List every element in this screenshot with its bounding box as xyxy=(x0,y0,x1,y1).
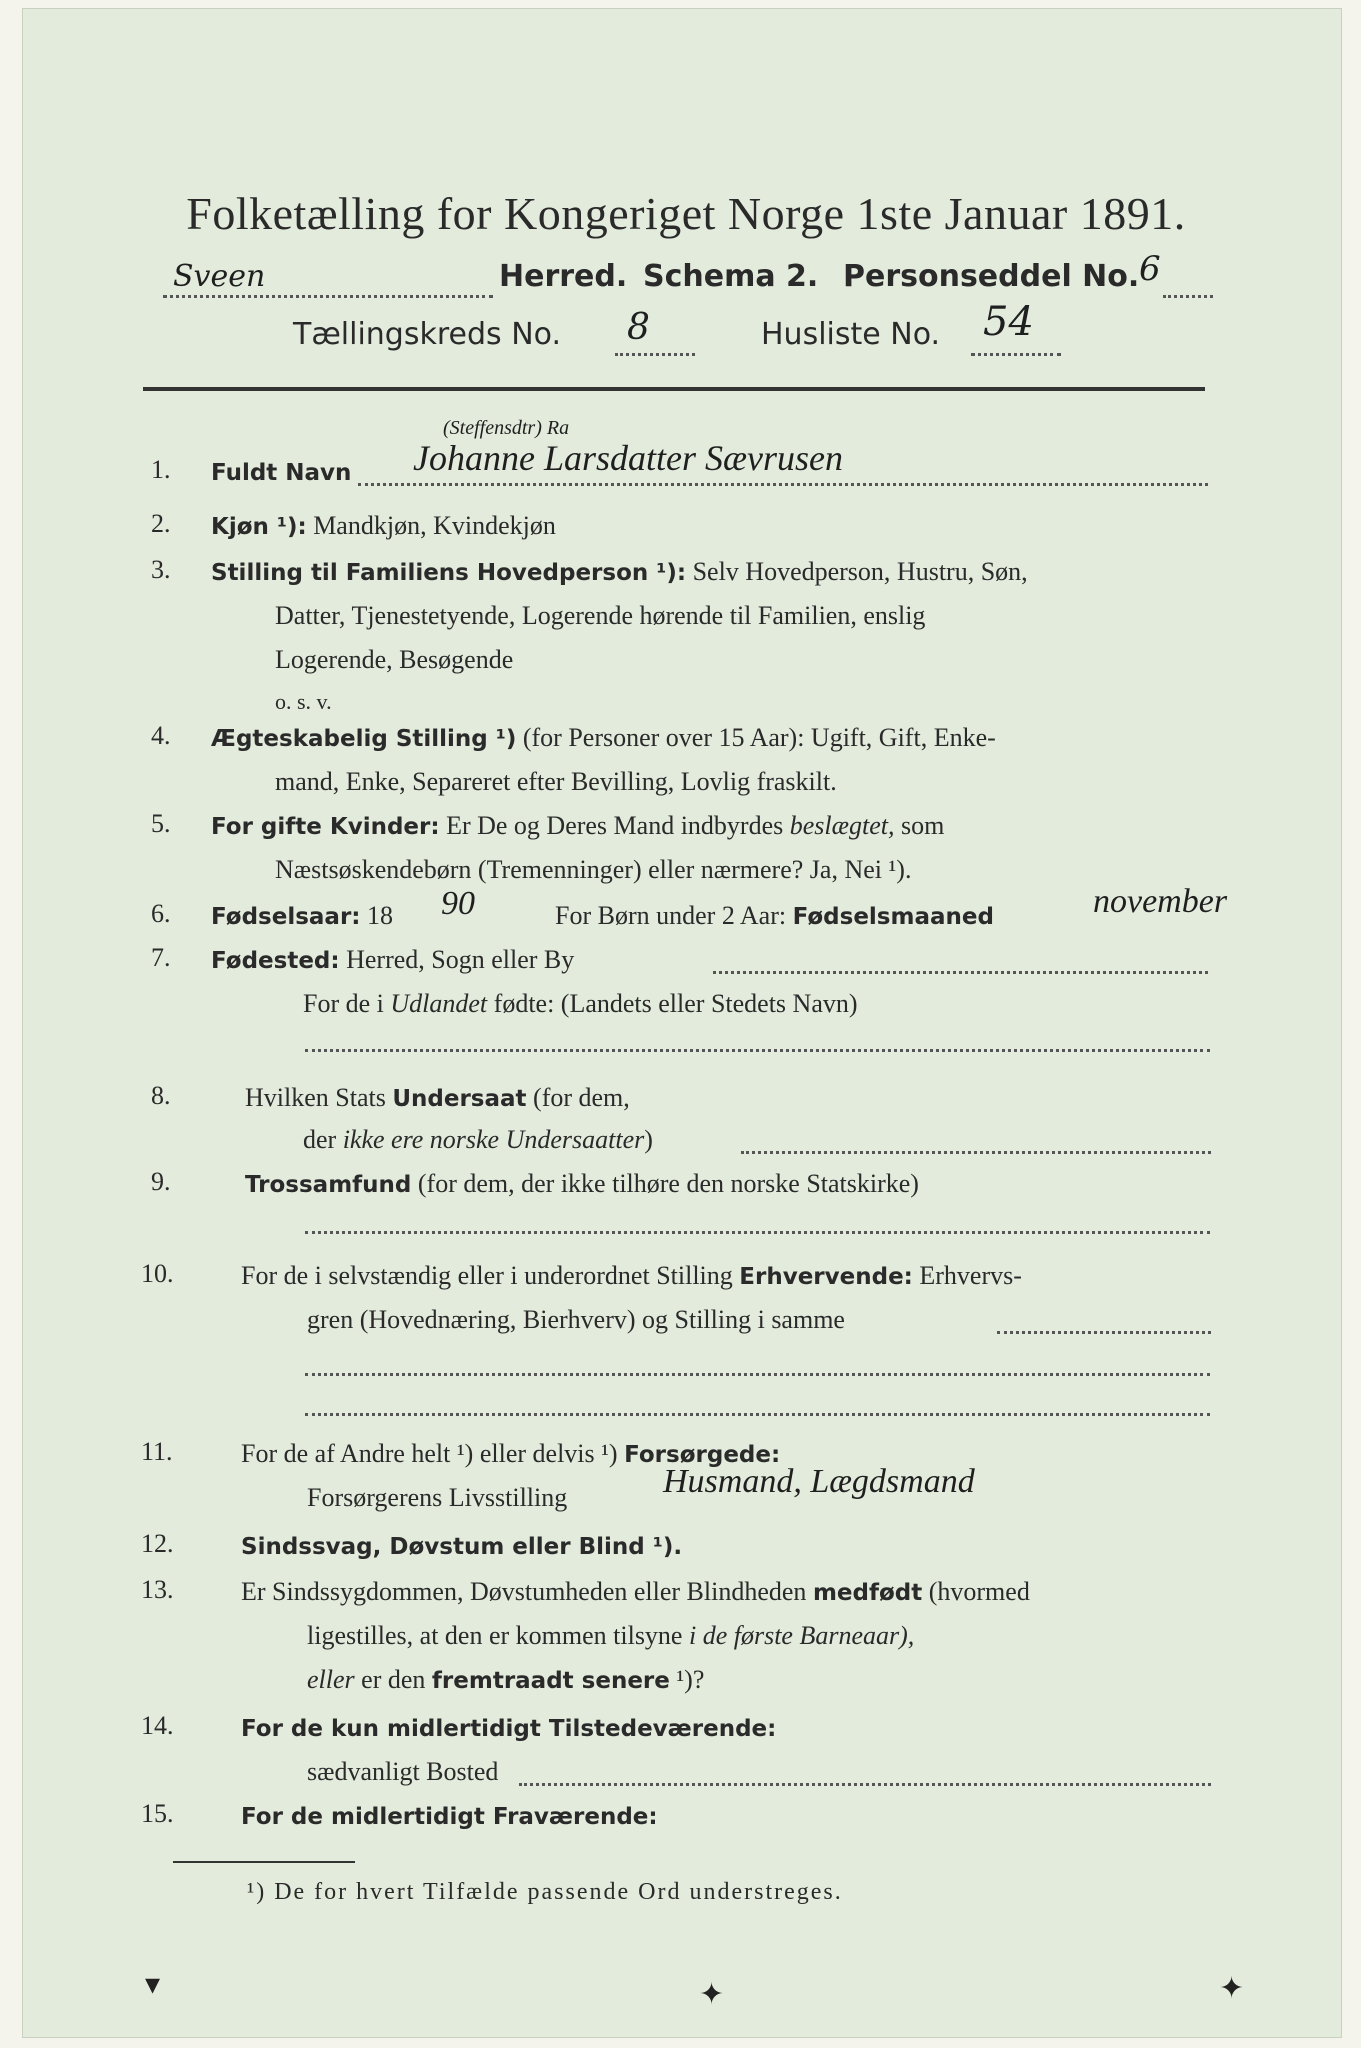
q13-text3-end: ¹)? xyxy=(676,1665,705,1694)
q8-label: Undersaat xyxy=(392,1086,527,1112)
q8-row2: der ikke ere norske Undersaatter) xyxy=(303,1125,653,1154)
q8-text2a: der xyxy=(303,1125,337,1154)
q13-text2a: ligestilles, at den er kommen tilsyne xyxy=(307,1621,683,1650)
taellingskreds-value: 8 xyxy=(627,307,650,348)
q13-label: medfødt xyxy=(812,1580,923,1606)
q3-text: Selv Hovedperson, Hustru, Søn, xyxy=(692,557,1028,586)
center-mark: ✦ xyxy=(699,1977,725,2012)
q14-label-text: For de kun midlertidigt Tilstedeværende: xyxy=(241,1716,777,1742)
q3-label: Stilling til Familiens Hovedperson ¹): xyxy=(211,560,687,586)
q13-row xyxy=(241,1575,1030,1610)
q12-label xyxy=(241,1529,682,1564)
q11-number: 11. xyxy=(141,1437,173,1466)
q1-annotation: (Steffensdtr) Ra xyxy=(443,417,570,439)
q1-label-text: Fuldt Navn xyxy=(211,460,352,486)
q7-dots xyxy=(713,971,1208,974)
q4-text: (for Personer over 15 Aar): Ugift, Gift, Enke- xyxy=(522,723,996,752)
q6-prefix: 18 xyxy=(367,901,393,930)
personseddel-value: 6 xyxy=(1139,249,1161,289)
q6-row xyxy=(211,899,393,934)
q15-number: 15. xyxy=(141,1799,174,1828)
q15-label-text: For de midlertidigt Fraværende: xyxy=(241,1804,658,1830)
q7-row2 xyxy=(303,987,858,1021)
q4-label: Ægteskabelig Stilling ¹) xyxy=(211,726,517,752)
q5-text2: Næstsøskendebørn (Tremenninger) eller nærmere? Ja, Nei ¹). xyxy=(275,855,912,884)
husliste-label: Husliste No. xyxy=(761,317,941,352)
q7-text: Herred, Sogn eller By xyxy=(346,945,575,974)
q5-text: Er De og Deres Mand indbyrdes xyxy=(446,811,784,840)
q10-dots xyxy=(997,1331,1211,1334)
q1-answer: Johanne Larsdatter Sævrusen xyxy=(413,438,843,478)
q3-number: 3. xyxy=(151,555,171,584)
q2-row xyxy=(211,509,556,544)
q5-text-end: som xyxy=(900,811,945,840)
q8-text: Hvilken Stats xyxy=(245,1083,386,1112)
q15-label xyxy=(241,1799,658,1834)
herred-label: Herred. xyxy=(499,259,628,294)
q8-text2-italic: ikke ere norske Undersaatter xyxy=(342,1125,645,1154)
q2-text: Mandkjøn, Kvindekjøn xyxy=(313,511,556,540)
husliste-value: 54 xyxy=(983,299,1034,345)
q9-dots xyxy=(305,1231,1210,1234)
personseddel-label: Personseddel No. xyxy=(843,259,1140,294)
herred-value: Sveen xyxy=(173,259,266,294)
q10-dots3 xyxy=(305,1413,1210,1416)
husliste-dots xyxy=(971,353,1061,356)
census-form xyxy=(22,8,1342,2038)
q10-dots2 xyxy=(305,1373,1210,1376)
q2-label: Kjøn ¹): xyxy=(211,514,307,540)
q11-answer2: Husmand, Lægdsmand xyxy=(663,1463,975,1500)
q5-number: 5. xyxy=(151,809,171,838)
q7-dots2 xyxy=(305,1049,1210,1052)
q11-text: For de af Andre helt ¹) eller delvis ¹) xyxy=(241,1439,618,1468)
q13-text-end: (hvormed xyxy=(928,1577,1030,1606)
q13-text3-italic: eller xyxy=(307,1665,355,1694)
q6-label3: Fødselsmaaned xyxy=(792,904,994,930)
corner-mark-right: ✦ xyxy=(1219,1971,1245,2006)
q9-label: Trossamfund xyxy=(245,1172,412,1198)
q4-number: 4. xyxy=(151,721,171,750)
q10-label: Erhvervende: xyxy=(739,1264,913,1290)
q5-text-italic: beslægtet, xyxy=(789,811,895,840)
q7-text2a: For de i xyxy=(303,989,384,1018)
q1-number: 1. xyxy=(151,455,171,484)
q13-number: 13. xyxy=(141,1575,174,1604)
q13-text2-italic: i de første Barneaar), xyxy=(688,1621,915,1650)
q8-text-end: (for dem, xyxy=(533,1083,630,1112)
q3-text3: Logerende, Besøgende xyxy=(275,645,514,674)
q14-label xyxy=(241,1711,776,1746)
q7-text2-italic: Udlandet xyxy=(390,989,488,1018)
q3-row xyxy=(211,555,1028,590)
form-title: Folketælling for Kongeriget Norge 1ste Januar 1891. xyxy=(186,188,1186,239)
q7-label: Fødested: xyxy=(211,948,340,974)
q6-label: Fødselsaar: xyxy=(211,904,361,930)
q9-row xyxy=(245,1167,919,1202)
q9-number: 9. xyxy=(151,1167,171,1196)
q5-label: For gifte Kvinder: xyxy=(211,814,440,840)
footnote: ¹) De for hvert Tilfælde passende Ord understreges. xyxy=(247,1879,843,1905)
q1-label xyxy=(211,455,351,490)
q10-text: For de i selvstændig eller i underordnet Stilling xyxy=(241,1261,733,1290)
q5-row xyxy=(211,809,944,844)
schema-label: Schema 2. xyxy=(643,259,819,294)
q6-answer: 90 xyxy=(441,885,475,922)
q3-text2: Datter, Tjenestetyende, Logerende hørende til Familien, enslig xyxy=(275,601,926,630)
q6-row2 xyxy=(555,899,994,934)
q10-row xyxy=(241,1259,1022,1294)
q10-number: 10. xyxy=(141,1259,174,1288)
q6-label2: For Børn under 2 Aar: xyxy=(555,901,787,930)
q12-label-text: Sindssvag, Døvstum eller Blind ¹). xyxy=(241,1534,683,1560)
q10-text-end: Erhvervs- xyxy=(919,1261,1022,1290)
header-rule xyxy=(143,387,1205,391)
q6-answer2: november xyxy=(1093,883,1228,920)
q7-number: 7. xyxy=(151,943,171,972)
q3-text4: o. s. v. xyxy=(275,689,332,714)
q10-text2: gren (Hovednæring, Bierhverv) og Stilling i samme xyxy=(307,1305,845,1334)
q13-text3: er den xyxy=(361,1665,426,1694)
q14-dots xyxy=(519,1783,1211,1786)
corner-mark-left: ▾ xyxy=(145,1967,161,2002)
q6-number: 6. xyxy=(151,899,171,928)
taellingskreds-dots xyxy=(615,353,695,356)
q2-number: 2. xyxy=(151,509,171,538)
q13-row2 xyxy=(307,1619,914,1653)
q13-row3 xyxy=(307,1663,704,1698)
personseddel-dots xyxy=(1163,295,1213,298)
q11-label: Forsørgede: xyxy=(624,1442,781,1468)
q7-row xyxy=(211,943,574,978)
q14-number: 14. xyxy=(141,1711,174,1740)
herred-dots xyxy=(163,295,493,298)
q12-number: 12. xyxy=(141,1529,174,1558)
q8-row xyxy=(245,1081,630,1116)
q4-row xyxy=(211,721,996,756)
q8-number: 8. xyxy=(151,1081,171,1110)
q13-label3: fremtraadt senere xyxy=(431,1668,670,1694)
q1-dots xyxy=(358,483,1208,486)
taellingskreds-label: Tællingskreds No. xyxy=(293,317,561,352)
q13-text: Er Sindssygdommen, Døvstumheden eller Blindheden xyxy=(241,1577,807,1606)
q11-text2: Forsørgerens Livsstilling xyxy=(307,1483,568,1512)
footnote-rule xyxy=(173,1861,355,1863)
q14-text2: sædvanligt Bosted xyxy=(307,1757,499,1786)
q7-text2b: fødte: (Landets eller Stedets Navn) xyxy=(493,989,858,1018)
q9-text: (for dem, der ikke tilhøre den norske Statskirke) xyxy=(417,1169,919,1198)
q4-text2: mand, Enke, Separeret efter Bevilling, Lovlig fraskilt. xyxy=(275,767,837,796)
q8-dots xyxy=(741,1151,1211,1154)
